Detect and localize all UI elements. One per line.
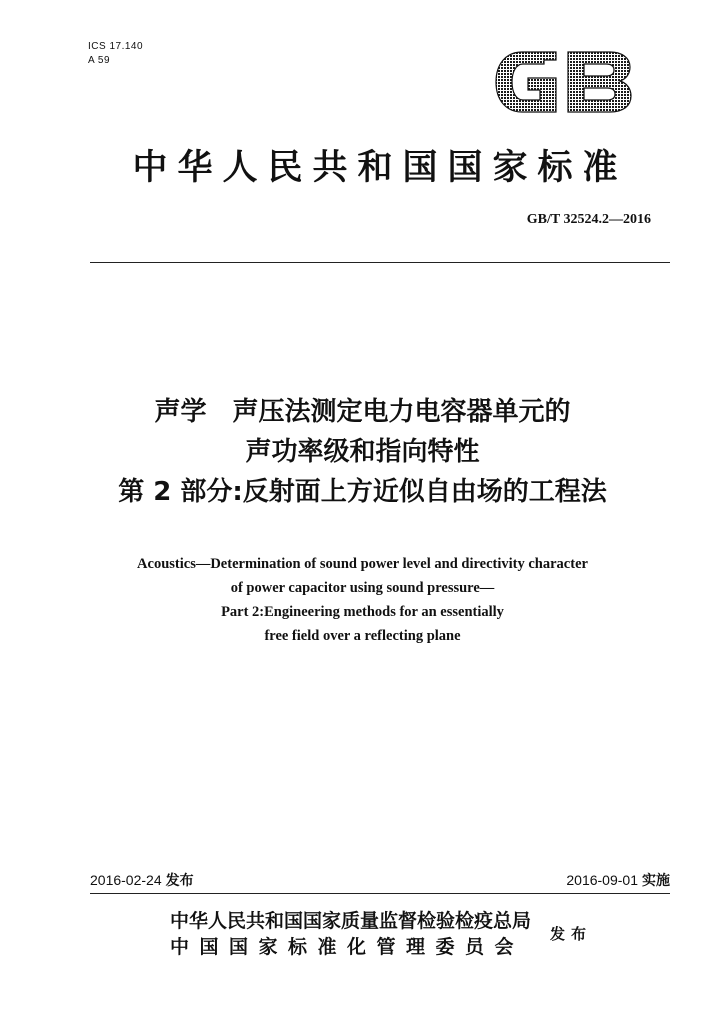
implementation-date-label: 实施 xyxy=(642,872,670,888)
issuer-aqsiq: 中华人民共和国国家质量监督检验检疫总局 xyxy=(170,910,532,932)
english-title-line-3: Part 2:Engineering methods for an essentially xyxy=(221,604,504,620)
gb-logo xyxy=(492,46,634,118)
english-title xyxy=(20,552,705,648)
issue-date-value: 2016-02-24 xyxy=(90,872,162,888)
standard-number: GB/T 32524.2—2016 xyxy=(526,212,651,227)
chinese-title-line-1: 声学 声压法测定电力电容器单元的 xyxy=(154,397,571,427)
issued-by-label: 发布 xyxy=(550,925,593,943)
ccs-code: A 59 xyxy=(88,55,111,66)
issue-date-label: 发布 xyxy=(165,872,194,888)
header-divider xyxy=(90,262,670,263)
chinese-title-line-3: 第 2 部分:反射面上方近似自由场的工程法 xyxy=(118,477,607,507)
gb-logo-graphic xyxy=(492,46,634,118)
footer-divider xyxy=(90,893,670,894)
english-title-line-4: free field over a reflecting plane xyxy=(264,628,461,644)
english-title-line-2: of power capacitor using sound pressure— xyxy=(230,580,495,596)
classification-codes xyxy=(88,40,143,68)
issuer-sac: 中国国家标准化管理委员会 xyxy=(170,936,525,958)
chinese-title xyxy=(20,392,705,512)
standard-category-title: 中华人民共和国国家标准 xyxy=(132,147,628,188)
implementation-date-value: 2016-09-01 xyxy=(566,872,638,888)
chinese-title-line-2: 声功率级和指向特性 xyxy=(245,437,480,467)
english-title-line-1: Acoustics—Determination of sound power level and directivity character xyxy=(137,556,588,572)
issuing-organizations xyxy=(170,908,531,960)
ics-code: ICS 17.140 xyxy=(88,41,144,52)
issue-date xyxy=(90,870,194,890)
implementation-date xyxy=(566,870,670,890)
